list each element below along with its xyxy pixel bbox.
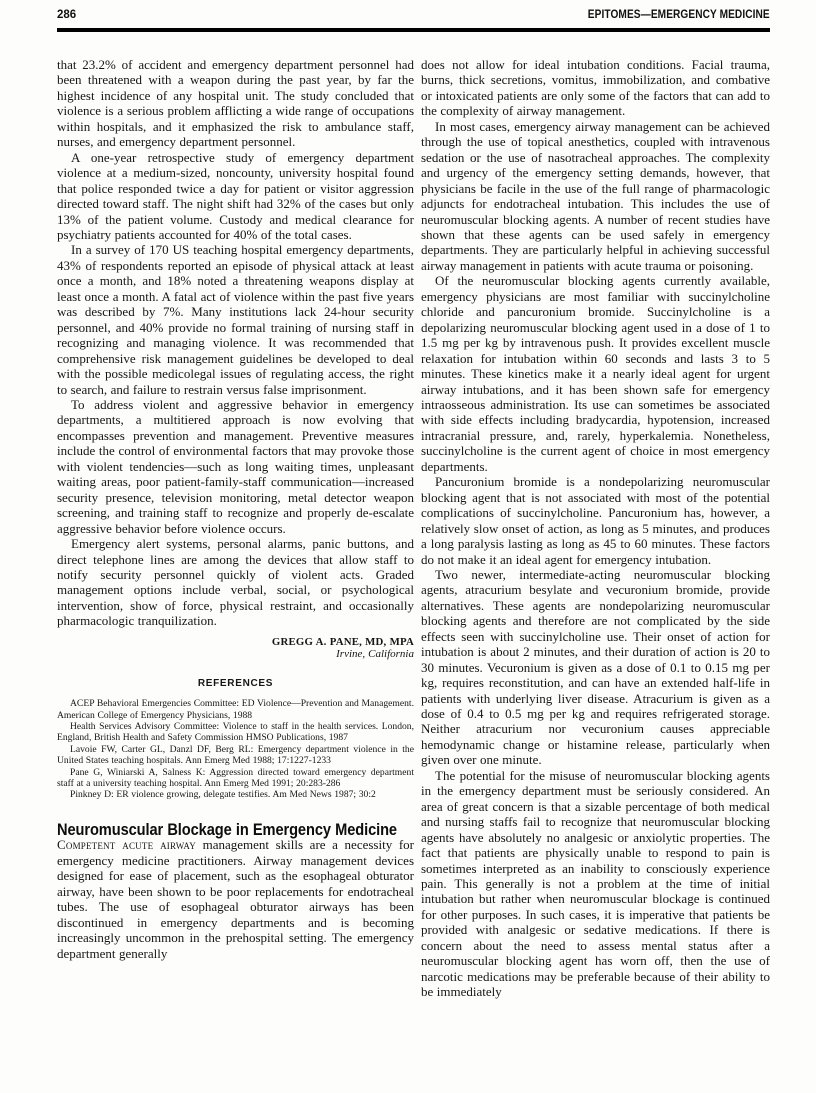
body-paragraph: that 23.2% of accident and emergency department personnel had been threatened with a weapon during the past year, by far the highest incidence of any hospital unit. The study concluded that violence is a serious problem afflicting a wide range of occupations within hospitals, and it emphasized the risk to ambulance staff, nurses, and emergency department personnel. <box>57 57 414 150</box>
reference-item: Health Services Advisory Committee: Violence to staff in the health services. London, England, British Health and Safety Commission HMSO Publications, 1987 <box>57 721 414 744</box>
body-paragraph: Of the neuromuscular blocking agents currently available, emergency physicians are most familiar with succinylcholine chloride and pancuronium bromide. Succinylcholine is a depolarizing neuromuscular blocking agent used in a dose of 1 to 1.5 mg per kg by intravenous push. It provides excellent muscle relaxation for intubation within 60 seconds and lasts 3 to 5 minutes. These kinetics make it a nearly ideal agent for urgent airway intubations, and it has been shown safe for emergency intraosseous administration. Its use can sometimes be associated with side effects including bradycardia, hypotension, increased intracranial pressure, and, rarely, hyperkalemia. Nonetheless, succinylcholine is the current agent of choice in most emergency departments. <box>421 273 770 474</box>
body-paragraph: Pancuronium bromide is a nondepolarizing neuromuscular blocking agent that is not associated with most of the potential complications of succinylcholine. Pancuronium has, however, a relatively slow onset of action, as long as 5 minutes, and produces a long paralysis lasting as long as 45 to 60 minutes. These factors do not make it an ideal agent for emergency intubation. <box>421 474 770 567</box>
body-paragraph: A one-year retrospective study of emergency department violence at a medium-sized, noncounty, university hospital found that police responded twice a day for patient or visitor aggression directed toward staff. The night shift had 32% of the cases but only 13% of the patient volume. Custody and medical clearance for psychiatry patients accounted for 40% of the total cases. <box>57 149 414 242</box>
running-head: EPITOMES—EMERGENCY MEDICINE <box>588 9 770 21</box>
reference-item: Pinkney D: ER violence growing, delegate testifies. Am Med News 1987; 30:2 <box>70 789 376 801</box>
body-paragraph: In a survey of 170 US teaching hospital emergency departments, 43% of respondents reported an episode of physical attack at least once a month, and 18% noted a threatening weapons display at least once a month. A fatal act of violence within the past five years was described by 7%. Many institutions lack 24-hour security personnel, and 40% provide no formal training of nursing staff in recognizing and managing violence. It was recommended that comprehensive risk management guidelines be developed to deal with the possible medicolegal issues of regulating access, the right to search, and failure to restrain versus false imprisonment. <box>57 242 414 397</box>
references-heading: REFERENCES <box>197 677 274 689</box>
article-title: Neuromuscular Blockage in Emergency Medicine <box>57 819 397 839</box>
body-paragraph: Emergency alert systems, personal alarms, panic buttons, and direct telephone lines are among the devices that allow staff to notify security personnel quickly of violent acts. Graded management options include verbal, social, or psychological intervention, show of force, physical restraint, and occasionally pharmacologic tranquilization. <box>57 536 414 629</box>
reference-item: ACEP Behavioral Emergencies Committee: ED Violence—Prevention and Management. American College of Emergency Physicians, 1988 <box>57 698 414 721</box>
body-paragraph: The potential for the misuse of neuromuscular blocking agents in the emergency department must be seriously considered. An area of great concern is that a sizable percentage of both medical and nursing staffs fail to recognize that neuromuscular blocking agents have absolutely no analgesic or anxiolytic properties. The fact that patients are physically unable to respond to pain is sometimes interpreted as an inability to consciously experience pain. This generally is not a problem at the time of initial intubation but rather when neuromuscular blockage is continued for other purposes. In such cases, it is imperative that patients be provided with analgesic or sedative medications. If there is concern about the need to assess mental status after a neuromuscular blocking agent has worn off, then the use of narcotic medications may be preferable because of their ability to be immediately <box>421 767 770 1000</box>
page-number: 286 <box>57 9 77 21</box>
page-header <box>57 9 770 21</box>
body-paragraph: does not allow for ideal intubation conditions. Facial trauma, burns, thick secretions, vomitus, immobilization, and combative or intoxicated patients are only some of the factors that can add to the complexity of airway management. <box>421 57 770 119</box>
byline-location: Irvine, California <box>336 648 414 661</box>
byline <box>57 636 414 661</box>
body-paragraph: To address violent and aggressive behavior in emergency departments, a multitiered approach is now evolving that encompasses prevention and management. Preventive measures include the control of environmental factors that may provoke those with violent tendencies—such as long waiting times, unpleasant waiting areas, poor patient-family-staff communication—increased security presence, television monitoring, metal detector weapon screening, and training staff to recognize and properly de-escalate aggressive behavior before violence occurs. <box>57 396 414 536</box>
reference-item: Lavoie FW, Carter GL, Danzl DF, Berg RL: Emergency department violence in the United States teaching hospitals. Ann Emerg Med 1988; 17:1227-1233 <box>57 743 414 767</box>
body-paragraph: Two newer, intermediate-acting neuromuscular blocking agents, atracurium besylate and vecuronium bromide, provide alternatives. These agents are nondepolarizing neuromuscular blocking agents and therefore are not complicated by the side effects seen with succinylcholine use. Their onset of action for intubation is about 2 minutes, and their duration of action is 20 to 30 minutes. Vecuronium is given as a dose of 0.1 to 0.15 mg per kg, requires reconstitution, and can have an extended half-life in patients with underlying liver disease. Atracurium is given as a dose of 0.4 to 0.5 mg per kg and requires refrigerated storage. Neither atracurium nor vecuronium causes appreciable hemodynamic change or histamine release, particularly when given over one minute. <box>421 566 770 768</box>
body-paragraph: In most cases, emergency airway management can be achieved through the use of topical anesthetics, coupled with intravenous sedation or the use of nasotracheal approaches. The complexity and urgency of the emergency setting demands, however, that physicians be facile in the use of the full range of pharmacologic adjuncts for endotracheal intubation. This includes the use of neuromuscular blocking agents. A number of recent studies have shown that these agents can be used safely in emergency departments. They are particularly helpful in achieving successful airway management in patients with acute trauma or poisoning. <box>421 118 770 273</box>
reference-item: Pane G, Winiarski A, Salness K: Aggression directed toward emergency department staff at a university teaching hospital. Ann Emerg Med 1991; 20:283-286 <box>57 766 414 790</box>
references-list <box>57 698 414 801</box>
byline-author: GREGG A. PANE, MD, MPA <box>271 635 414 648</box>
right-column <box>421 57 770 1000</box>
left-column <box>57 57 414 1000</box>
header-rule <box>57 28 770 32</box>
two-column-layout <box>57 57 770 1000</box>
opening-text: management skills are a necessity for emergency medicine practitioners. Airway management devices designed for ease of placement, such as the esophageal obturator airway, have been shown to be poor replacements for endotracheal tubes. The use of esophageal obturator airways has been discontinued in emergency departments and is becoming increasingly uncommon in the prehospital setting. The emergency department generally <box>57 837 414 961</box>
article-opening-paragraph <box>57 837 414 961</box>
opening-smallcaps: Competent acute airway <box>57 837 196 853</box>
